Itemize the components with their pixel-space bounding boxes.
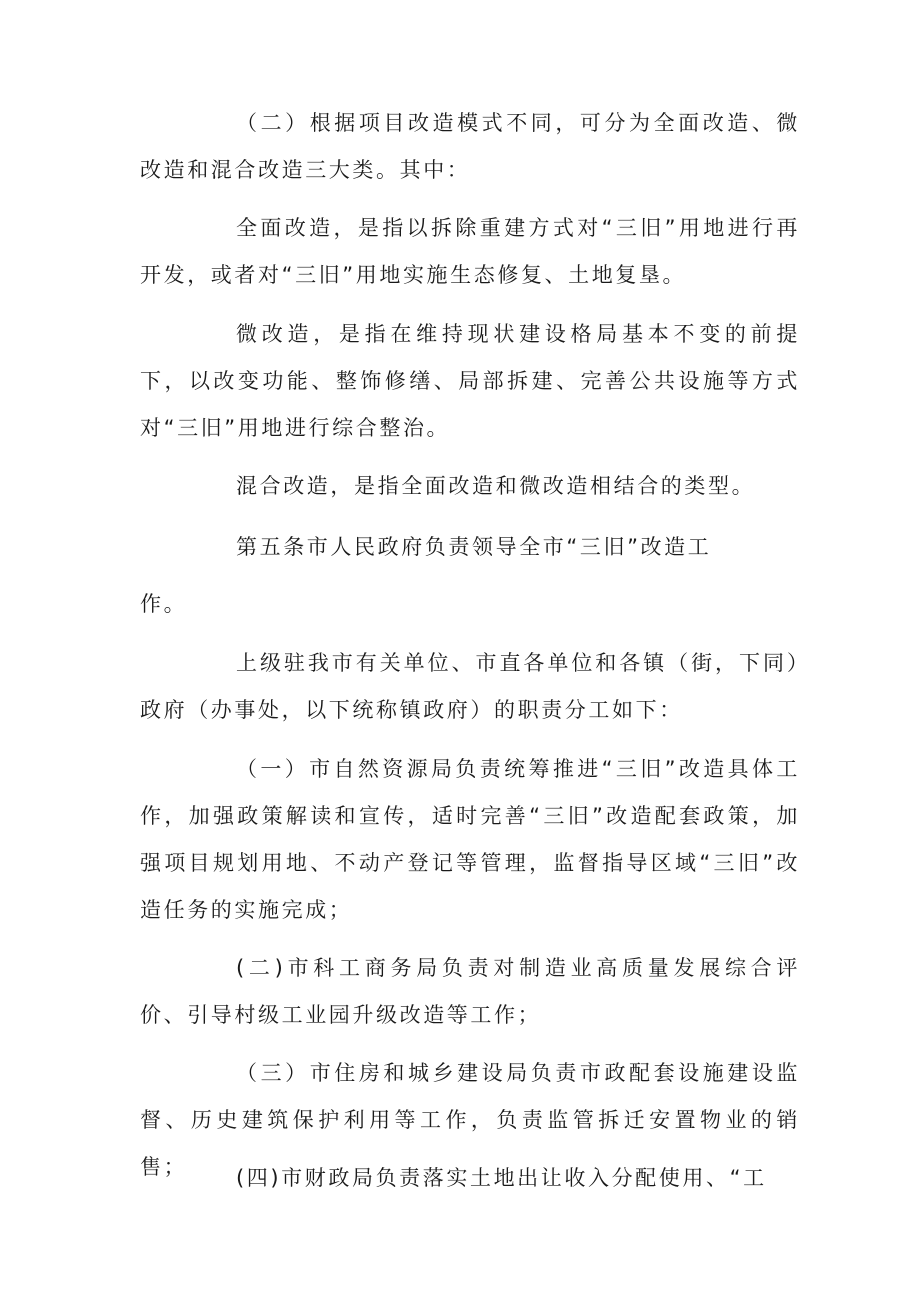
paragraph-finance-bureau: (四)市财政局负责落实土地出让收入分配使用、“工	[236, 1166, 767, 1190]
paragraph-article-five: 第五条市人民政府负责领导全市“三旧”改造工	[236, 535, 712, 559]
paragraph-housing-construction-bureau: （三）市住房和城乡建设局负责市政配套设施建设监督、历史建筑保护利用等工作，负责监管拆迁安置物业的销售；	[140, 1061, 800, 1179]
paragraph-full-renovation: 全面改造，是指以拆除重建方式对“三旧”用地进行再开发，或者对“三旧”用地实施生态修复、土地复垦。	[140, 216, 800, 287]
paragraph-micro-renovation: 微改造，是指在维持现状建设格局基本不变的前提下，以改变功能、整饰修缮、局部拆建、完善公共设施等方式对“三旧”用地进行综合整治。	[140, 322, 800, 440]
paragraph-responsibilities-intro: 上级驻我市有关单位、市直各单位和各镇（街，下同）政府（办事处，以下统称镇政府）的职责分工如下：	[140, 651, 800, 722]
paragraph-natural-resources-bureau: （一）市自然资源局负责统筹推进“三旧”改造具体工作，加强政策解读和宣传，适时完善“三旧”改造配套政策，加强项目规划用地、不动产登记等管理，监督指导区域“三旧”改造任务的实施完成；	[140, 757, 800, 922]
paragraph-article-five-continued: 作。	[140, 592, 188, 616]
paragraph-mixed-renovation: 混合改造，是指全面改造和微改造相结合的类型。	[236, 474, 756, 498]
paragraph-renovation-types: （二）根据项目改造模式不同，可分为全面改造、微改造和混合改造三大类。其中：	[140, 111, 800, 182]
paragraph-science-commerce-bureau: (二)市科工商务局负责对制造业高质量发展综合评价、引导村级工业园升级改造等工作；	[140, 956, 800, 1027]
